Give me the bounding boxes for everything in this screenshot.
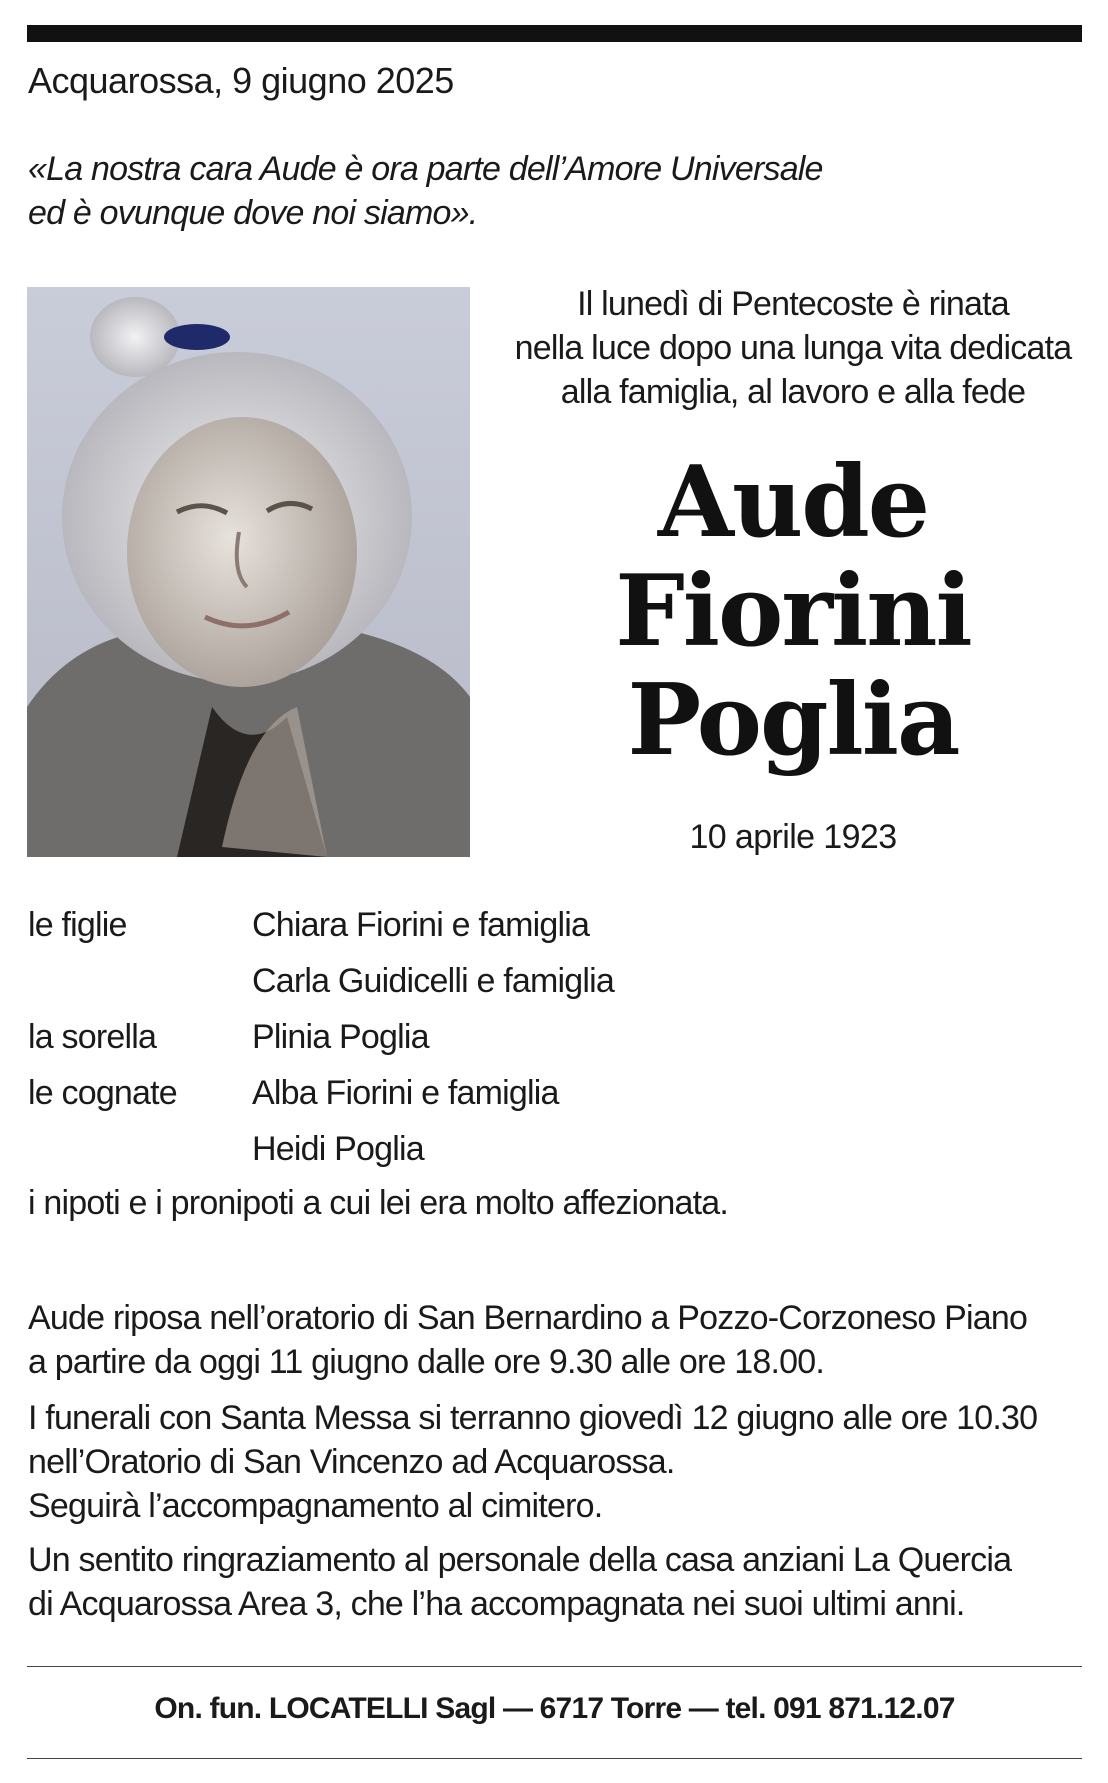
name-line: Fiorini: [615, 554, 971, 669]
family-row: [28, 959, 614, 1015]
family-row: [28, 1127, 614, 1183]
dateline: Acquarossa, 9 giugno 2025: [28, 60, 454, 101]
deceased-name: [488, 445, 1098, 778]
family-row: [28, 1071, 614, 1127]
family-row: [28, 1015, 614, 1071]
quote-line: ed è ovunque dove noi siamo».: [28, 194, 478, 232]
name-line: Aude: [657, 445, 929, 560]
portrait-photo: [27, 287, 470, 857]
funeral-home-footer: On. fun. LOCATELLI Sagl — 6717 Torre — tel. 091 871.12.07: [154, 1692, 955, 1725]
thanks-paragraph: Un sentito ringraziamento al personale della casa anziani La Quercia di Acquarossa Area 3, che l’ha accompagnata nei suoi ultimi anni.: [28, 1541, 1012, 1623]
name-line: Poglia: [627, 663, 959, 778]
footer-top-rule: [27, 1666, 1082, 1667]
family-relation: la sorella: [28, 1018, 157, 1056]
intro-text: [488, 282, 1098, 414]
birth-date: 10 aprile 1923: [689, 818, 897, 856]
intro-line: alla famiglia, al lavoro e alla fede: [560, 373, 1026, 411]
footer-bottom-rule: [27, 1758, 1082, 1759]
grandchildren-line: i nipoti e i pronipoti a cui lei era molto affezionata.: [28, 1184, 729, 1222]
quote: [28, 147, 823, 235]
family-row: [28, 903, 614, 959]
family-relation: le figlie: [28, 906, 127, 944]
top-rule: [27, 25, 1082, 42]
quote-line: «La nostra cara Aude è ora parte dell’Amore Universale: [28, 150, 823, 188]
intro-line: nella luce dopo una lunga vita dedicata: [514, 329, 1072, 367]
family-name: Carla Guidicelli e famiglia: [252, 962, 614, 1000]
funeral-paragraph: I funerali con Santa Messa si terranno giovedì 12 giugno alle ore 10.30 nell’Oratorio di San Vincenzo ad Acquarossa. Seguirà l’accompagnamento al cimitero.: [28, 1399, 1038, 1525]
family-relation: le cognate: [28, 1074, 177, 1112]
intro-line: Il lunedì di Pentecoste è rinata: [577, 285, 1009, 323]
family-name: Heidi Poglia: [252, 1130, 424, 1168]
family-list: [28, 903, 614, 1183]
family-name: Chiara Fiorini e famiglia: [252, 906, 590, 944]
viewing-paragraph: Aude riposa nell’oratorio di San Bernardino a Pozzo-Corzoneso Piano a partire da oggi 11 giugno dalle ore 9.30 alle ore 18.00.: [28, 1299, 1028, 1381]
family-name: Plinia Poglia: [252, 1018, 429, 1056]
family-name: Alba Fiorini e famiglia: [252, 1074, 559, 1112]
